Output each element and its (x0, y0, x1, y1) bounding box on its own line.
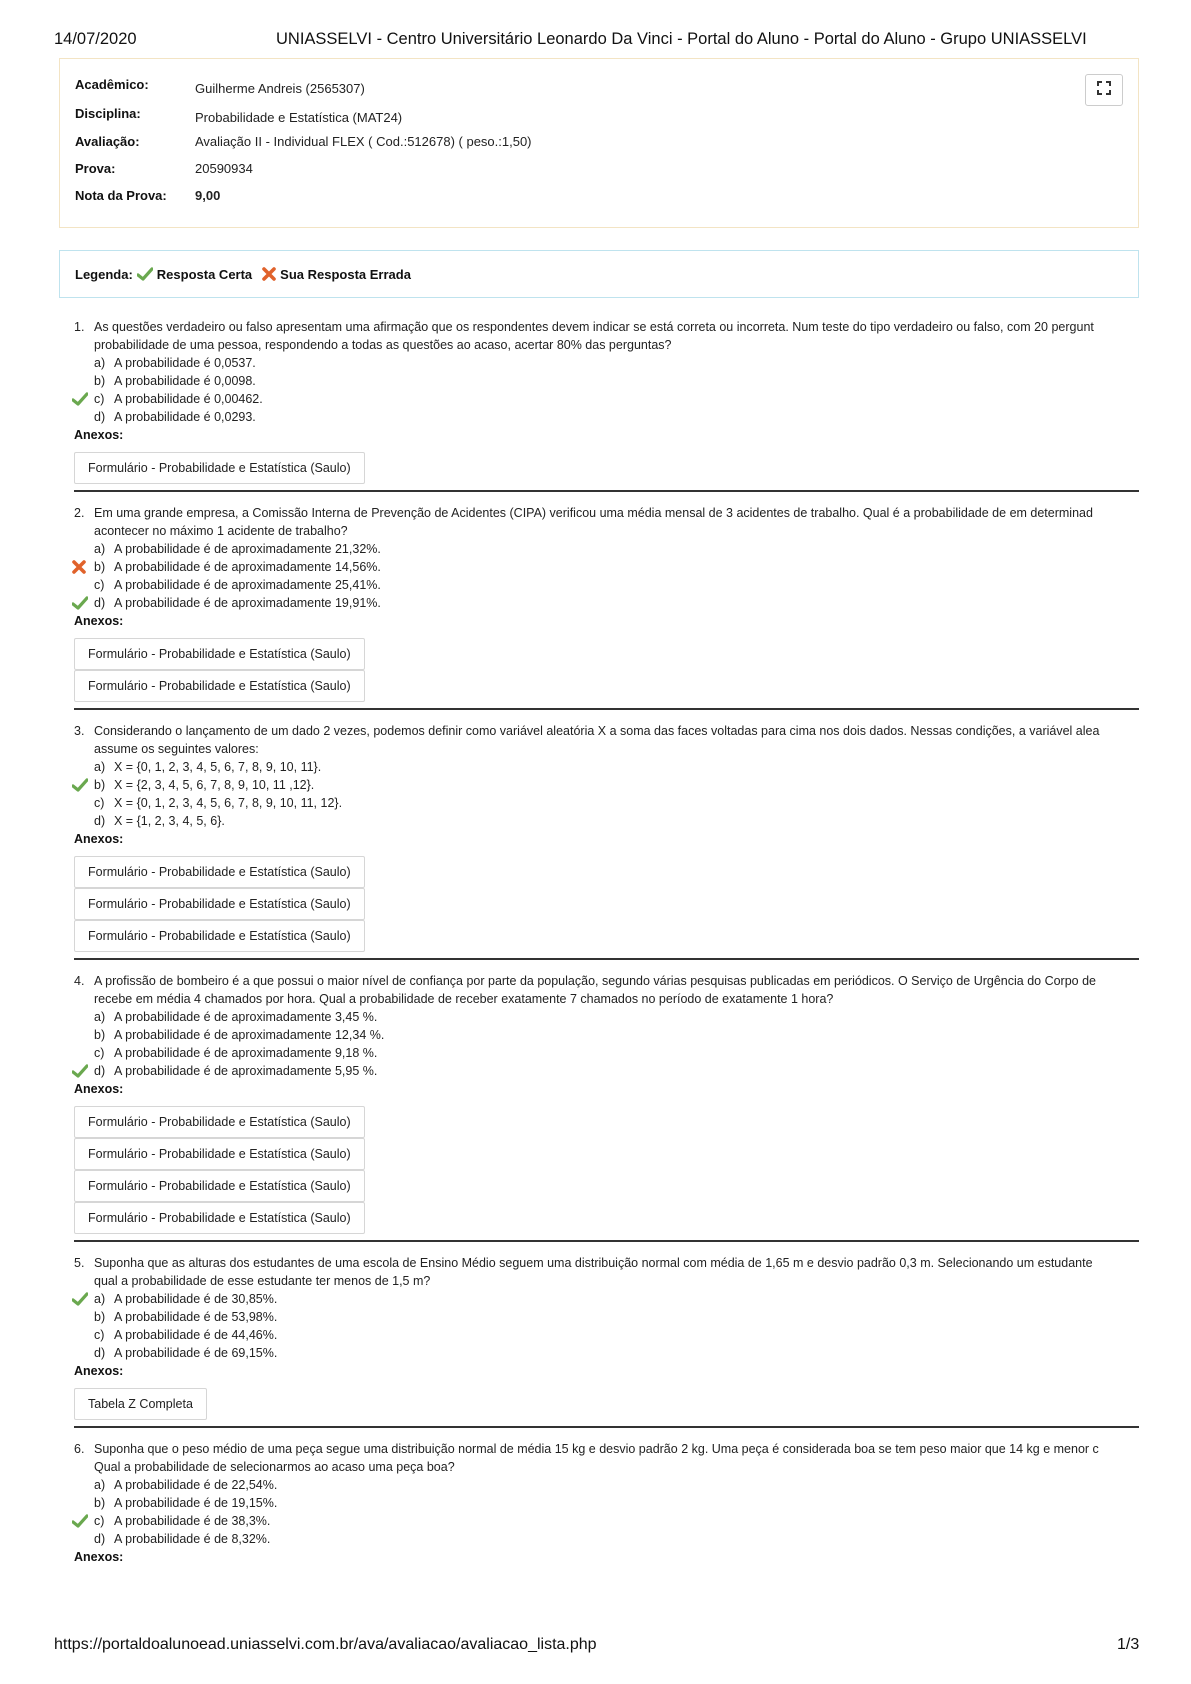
disciplina-label: Disciplina: (75, 106, 141, 121)
avaliacao-value: Avaliação II - Individual FLEX ( Cod.:512678) ( peso.:1,50) (195, 134, 532, 149)
question-divider (74, 708, 1139, 710)
option-letter: b) (94, 1310, 106, 1324)
answer-option (74, 1476, 1139, 1494)
question-line: Suponha que o peso médio de uma peça segue uma distribuição normal de média 15 kg e desvio padrão 2 kg. Uma peça é considerada boa se tem peso maior que 14 kg e menor c (94, 1442, 1099, 1456)
option-text: A probabilidade é de aproximadamente 9,18 %. (114, 1046, 378, 1060)
info-row-disciplina (75, 106, 402, 126)
anexos-label: Anexos: (74, 832, 124, 846)
print-header (0, 0, 1191, 48)
page-number: 1/3 (1117, 1636, 1140, 1653)
attachment-list (74, 1106, 1139, 1234)
option-letter: b) (94, 560, 106, 574)
legend-label: Legenda: (75, 266, 133, 282)
answer-option (74, 558, 1139, 576)
answer-option (74, 1326, 1139, 1344)
option-text: X = {1, 2, 3, 4, 5, 6}. (114, 814, 225, 828)
option-text: A probabilidade é de aproximadamente 14,56%. (114, 560, 381, 574)
option-text: X = {2, 3, 4, 5, 6, 7, 8, 9, 10, 11 ,12}. (114, 778, 315, 792)
question-line: Considerando o lançamento de um dado 2 vezes, podemos definir como variável aleatória X a soma das faces voltadas para cima nos dois dados. Nessas condições, a variável alea (94, 724, 1100, 738)
option-text: A probabilidade é 0,0537. (114, 356, 256, 370)
option-letter: d) (94, 596, 106, 610)
question-divider (74, 490, 1139, 492)
prova-value: 20590934 (195, 161, 253, 176)
answer-option (74, 1044, 1139, 1062)
attachment-link[interactable]: Formulário - Probabilidade e Estatística (Saulo) (74, 1106, 365, 1138)
option-letter: d) (94, 410, 106, 424)
info-row-prova (75, 161, 253, 181)
info-row-academico (75, 77, 365, 97)
attachment-list (74, 1388, 1139, 1420)
nota-value: 9,00 (195, 188, 221, 203)
info-row-avaliacao (75, 134, 532, 154)
option-text: A probabilidade é de 53,98%. (114, 1310, 278, 1324)
question-text (74, 1440, 1139, 1476)
answer-option (74, 794, 1139, 812)
cross-icon (262, 267, 276, 281)
question-divider (74, 1426, 1139, 1428)
academico-label: Acadêmico: (75, 77, 149, 92)
question-number: 2. (74, 506, 85, 520)
option-letter: c) (94, 392, 105, 406)
option-letter: a) (94, 1478, 106, 1492)
attachment-link[interactable]: Formulário - Probabilidade e Estatística (Saulo) (74, 856, 365, 888)
option-text: A probabilidade é de aproximadamente 12,34 %. (114, 1028, 385, 1042)
option-text: A probabilidade é de 69,15%. (114, 1346, 278, 1360)
question (74, 1254, 1139, 1428)
question-line: Qual a probabilidade de selecionarmos ao acaso uma peça boa? (94, 1460, 455, 1474)
answer-option (74, 758, 1139, 776)
answer-option (74, 1308, 1139, 1326)
option-letter: c) (94, 578, 105, 592)
answer-option (74, 1008, 1139, 1026)
question (74, 318, 1139, 492)
option-text: A probabilidade é de 44,46%. (114, 1328, 278, 1342)
question-line: Suponha que as alturas dos estudantes de uma escola de Ensino Médio seguem uma distribuição normal com média de 1,65 m e desvio padrão 0,3 m. Selecionando um estudante (94, 1256, 1093, 1270)
option-letter: c) (94, 1514, 105, 1528)
option-text: A probabilidade é de 8,32%. (114, 1532, 271, 1546)
question (74, 722, 1139, 960)
attachment-list (74, 638, 1139, 702)
option-letter: d) (94, 1532, 106, 1546)
attachment-list (74, 856, 1139, 952)
answer-option (74, 1494, 1139, 1512)
option-text: A probabilidade é de 19,15%. (114, 1496, 278, 1510)
answer-option (74, 408, 1139, 426)
option-letter: a) (94, 1292, 106, 1306)
exam-info-panel (59, 58, 1139, 228)
answer-option (74, 576, 1139, 594)
question-number: 1. (74, 320, 85, 334)
attachment-link[interactable]: Formulário - Probabilidade e Estatística (Saulo) (74, 1170, 365, 1202)
check-icon (72, 1064, 88, 1083)
option-letter: c) (94, 1328, 105, 1342)
question-line: A profissão de bombeiro é a que possui o maior nível de confiança por parte da população, segundo várias pesquisas publicadas em periódicos. O Serviço de Urgência do Corpo de (94, 974, 1096, 988)
question-divider (74, 958, 1139, 960)
answer-option (74, 1512, 1139, 1530)
answer-option (74, 1290, 1139, 1308)
question-line: Em uma grande empresa, a Comissão Interna de Prevenção de Acidentes (CIPA) verificou uma média mensal de 3 acidentes de trabalho. Qual é a probabilidade de em determinad (94, 506, 1093, 520)
print-title: UNIASSELVI - Centro Universitário Leonardo Da Vinci - Portal do Aluno - Portal do Aluno - Grupo UNIASSELVI (276, 30, 1087, 48)
question-text (74, 504, 1139, 540)
option-letter: b) (94, 778, 106, 792)
question (74, 504, 1139, 710)
answer-option (74, 390, 1139, 408)
legend-panel (59, 250, 1139, 298)
question-line: assume os seguintes valores: (94, 742, 259, 756)
question-line: acontecer no máximo 1 acidente de trabalho? (94, 524, 348, 538)
info-row-nota (75, 188, 220, 208)
expand-button[interactable] (1085, 74, 1123, 106)
answer-option (74, 594, 1139, 612)
option-text: A probabilidade é de aproximadamente 3,45 %. (114, 1010, 378, 1024)
option-text: A probabilidade é 0,00462. (114, 392, 263, 406)
answer-option (74, 354, 1139, 372)
question (74, 1440, 1139, 1566)
answer-option (74, 540, 1139, 558)
prova-label: Prova: (75, 161, 116, 176)
disciplina-value: Probabilidade e Estatística (MAT24) (195, 110, 403, 125)
answer-option (74, 1026, 1139, 1044)
question-line: recebe em média 4 chamados por hora. Qual a probabilidade de receber exatamente 7 chamados no período de exatamente 1 hora? (94, 992, 834, 1006)
question-text (74, 972, 1139, 1008)
option-text: A probabilidade é de aproximadamente 19,91%. (114, 596, 381, 610)
answer-option (74, 776, 1139, 794)
print-url: https://portaldoalunoead.uniasselvi.com.br/ava/avaliacao/avaliacao_lista.php (54, 1636, 597, 1653)
attachment-list (74, 452, 1139, 484)
answer-option (74, 372, 1139, 390)
answer-option (74, 812, 1139, 830)
option-letter: d) (94, 1064, 106, 1078)
answer-option (74, 1062, 1139, 1080)
question-number: 6. (74, 1442, 85, 1456)
question-text (74, 318, 1139, 354)
option-letter: b) (94, 374, 106, 388)
question-number: 3. (74, 724, 85, 738)
attachment-link[interactable]: Formulário - Probabilidade e Estatística (Saulo) (74, 920, 365, 952)
question-number: 5. (74, 1256, 85, 1270)
print-date: 14/07/2020 (54, 30, 137, 48)
avaliacao-label: Avaliação: (75, 134, 140, 149)
question (74, 972, 1139, 1242)
answer-option (74, 1530, 1139, 1548)
question-number: 4. (74, 974, 85, 988)
option-letter: d) (94, 1346, 106, 1360)
expand-icon (1097, 81, 1111, 100)
attachment-link[interactable]: Formulário - Probabilidade e Estatística (Saulo) (74, 638, 365, 670)
option-letter: a) (94, 356, 106, 370)
academico-value: Guilherme Andreis (2565307) (195, 81, 365, 96)
anexos-label: Anexos: (74, 1364, 124, 1378)
anexos-label: Anexos: (74, 1550, 124, 1564)
question-text (74, 1254, 1139, 1290)
option-text: A probabilidade é 0,0293. (114, 410, 256, 424)
attachment-link[interactable]: Formulário - Probabilidade e Estatística (Saulo) (74, 1202, 365, 1234)
option-text: A probabilidade é de aproximadamente 5,95 %. (114, 1064, 378, 1078)
option-text: A probabilidade é de aproximadamente 25,41%. (114, 578, 381, 592)
option-text: A probabilidade é de 22,54%. (114, 1478, 278, 1492)
option-text: A probabilidade é 0,0098. (114, 374, 256, 388)
answer-option (74, 1344, 1139, 1362)
option-letter: a) (94, 542, 106, 556)
attachment-link[interactable]: Formulário - Probabilidade e Estatística (Saulo) (74, 1138, 365, 1170)
nota-label: Nota da Prova: (75, 188, 167, 203)
check-icon (72, 596, 88, 615)
option-letter: a) (94, 760, 106, 774)
question-divider (74, 1240, 1139, 1242)
question-list (74, 318, 1139, 1566)
option-letter: c) (94, 796, 105, 810)
option-letter: b) (94, 1496, 106, 1510)
attachment-link[interactable]: Formulário - Probabilidade e Estatística (Saulo) (74, 670, 365, 702)
attachment-link[interactable]: Tabela Z Completa (74, 1388, 207, 1420)
option-letter: c) (94, 1046, 105, 1060)
anexos-label: Anexos: (74, 1082, 124, 1096)
question-line: As questões verdadeiro ou falso apresentam uma afirmação que os respondentes devem indicar se está correta ou incorreta. Num teste do tipo verdadeiro ou falso, com 20 pergunt (94, 320, 1094, 334)
question-line: probabilidade de uma pessoa, respondendo a todas as questões ao acaso, acertar 80% das perguntas? (94, 338, 672, 352)
check-icon (137, 267, 153, 281)
attachment-link[interactable]: Formulário - Probabilidade e Estatística (Saulo) (74, 452, 365, 484)
option-text: X = {0, 1, 2, 3, 4, 5, 6, 7, 8, 9, 10, 11}. (114, 760, 322, 774)
option-text: A probabilidade é de 30,85%. (114, 1292, 278, 1306)
legend-correct-label: Resposta Certa (156, 266, 253, 282)
question-line: qual a probabilidade de esse estudante ter menos de 1,5 m? (94, 1274, 431, 1288)
option-text: A probabilidade é de 38,3%. (114, 1514, 271, 1528)
attachment-link[interactable]: Formulário - Probabilidade e Estatística (Saulo) (74, 888, 365, 920)
option-text: X = {0, 1, 2, 3, 4, 5, 6, 7, 8, 9, 10, 11, 12}. (114, 796, 343, 810)
option-text: A probabilidade é de aproximadamente 21,32%. (114, 542, 381, 556)
question-text (74, 722, 1139, 758)
option-letter: b) (94, 1028, 106, 1042)
anexos-label: Anexos: (74, 428, 124, 442)
option-letter: d) (94, 814, 106, 828)
anexos-label: Anexos: (74, 614, 124, 628)
legend-wrong-label: Sua Resposta Errada (280, 266, 411, 282)
option-letter: a) (94, 1010, 106, 1024)
